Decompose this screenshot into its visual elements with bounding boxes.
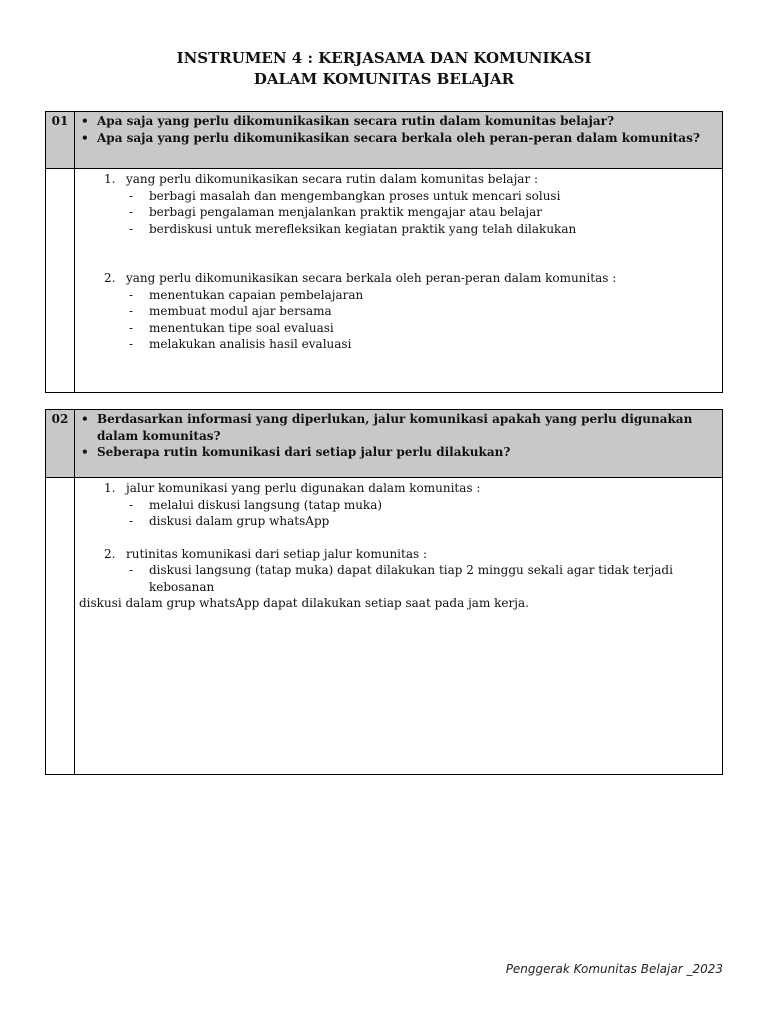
row-number: 02 bbox=[46, 410, 75, 477]
answer-trailing-text: diskusi dalam grup whatsApp dapat dilakukan setiap saat pada jam kerja. bbox=[79, 596, 529, 610]
title-line-1: INSTRUMEN 4 : KERJASAMA DAN KOMUNIKASI bbox=[176, 49, 592, 67]
answer-cell bbox=[75, 478, 722, 774]
answer-item: - melalui diskusi langsung (tatap muka) bbox=[129, 497, 383, 512]
answer-section-title bbox=[104, 270, 718, 287]
answer-row bbox=[46, 478, 722, 774]
answer-item-text: berbagi pengalaman menjalankan praktik mengajar atau belajar bbox=[149, 205, 542, 219]
answer-item: - diskusi langsung (tatap muka) dapat dilakukan tiap 2 minggu sekali agar tidak terjadi kebosanan bbox=[129, 563, 673, 594]
instrument-table-01 bbox=[45, 111, 723, 393]
row-number: 01 bbox=[46, 112, 75, 168]
answer-item: - membuat modul ajar bersama bbox=[129, 304, 332, 318]
answer-item-text: menentukan capaian pembelajaran bbox=[149, 287, 364, 302]
section-text: yang perlu dikomunikasikan secara rutin dalam komunitas belajar : bbox=[126, 172, 539, 186]
answer-item: - berbagi pengalaman menjalankan praktik mengajar atau belajar bbox=[129, 205, 542, 219]
answer-row bbox=[46, 169, 722, 392]
title-line-2: DALAM KOMUNITAS BELAJAR bbox=[253, 70, 515, 88]
document-title bbox=[0, 48, 768, 90]
answer-section-title bbox=[104, 480, 718, 497]
answer-item-text: melakukan analisis hasil evaluasi bbox=[149, 337, 352, 351]
footer-text: Penggerak Komunitas Belajar _2023 bbox=[505, 962, 723, 976]
question-cell bbox=[75, 410, 722, 477]
question-item: • Seberapa rutin komunikasi dari setiap jalur perlu dilakukan? bbox=[79, 444, 718, 461]
row-number-empty bbox=[46, 169, 75, 392]
answer-section-title bbox=[104, 546, 718, 563]
instrument-table-02 bbox=[45, 409, 723, 775]
answer-cell bbox=[75, 169, 722, 392]
answer-item: - melakukan analisis hasil evaluasi bbox=[129, 337, 352, 351]
answer-item-text: diskusi dalam grup whatsApp bbox=[149, 514, 330, 528]
question-row bbox=[46, 112, 722, 169]
answer-item: - berdiskusi untuk merefleksikan kegiatan praktik yang telah dilakukan bbox=[129, 221, 577, 236]
answer-item-text: berdiskusi untuk merefleksikan kegiatan praktik yang telah dilakukan bbox=[149, 221, 577, 236]
answer-item: - diskusi dalam grup whatsApp bbox=[129, 514, 330, 528]
answer-item-text: membuat modul ajar bersama bbox=[149, 304, 332, 318]
section-text: jalur komunikasi yang perlu digunakan dalam komunitas : bbox=[126, 481, 481, 495]
row-number-empty bbox=[46, 478, 75, 774]
question-item: • Apa saja yang perlu dikomunikasikan secara berkala oleh peran-peran dalam komunitas? bbox=[79, 130, 718, 147]
question-item: • Apa saja yang perlu dikomunikasikan secara rutin dalam komunitas belajar? bbox=[79, 113, 718, 130]
section-number: 2. bbox=[104, 546, 116, 561]
answer-item-text: melalui diskusi langsung (tatap muka) bbox=[149, 497, 383, 512]
answer-item: - berbagi masalah dan mengembangkan proses untuk mencari solusi bbox=[129, 188, 561, 203]
answer-item: - menentukan tipe soal evaluasi bbox=[129, 320, 334, 335]
section-number: 1. bbox=[104, 481, 116, 495]
answer-item-text: menentukan tipe soal evaluasi bbox=[149, 320, 334, 335]
section-number: 2. bbox=[104, 271, 116, 285]
answer-section-title bbox=[104, 171, 718, 188]
question-cell bbox=[75, 112, 722, 168]
answer-item: - menentukan capaian pembelajaran bbox=[129, 287, 364, 302]
question-row bbox=[46, 410, 722, 478]
section-number: 1. bbox=[104, 172, 116, 186]
answer-item-text: diskusi langsung (tatap muka) dapat dilakukan tiap 2 minggu sekali agar tidak terjadi kebosanan bbox=[149, 563, 673, 594]
question-item: • Berdasarkan informasi yang diperlukan, jalur komunikasi apakah yang perlu digunakan dalam komunitas? bbox=[79, 411, 718, 444]
section-text: yang perlu dikomunikasikan secara berkala oleh peran-peran dalam komunitas : bbox=[126, 271, 617, 285]
section-text: rutinitas komunikasi dari setiap jalur komunitas : bbox=[126, 546, 427, 561]
answer-item-text: berbagi masalah dan mengembangkan proses untuk mencari solusi bbox=[149, 188, 561, 203]
